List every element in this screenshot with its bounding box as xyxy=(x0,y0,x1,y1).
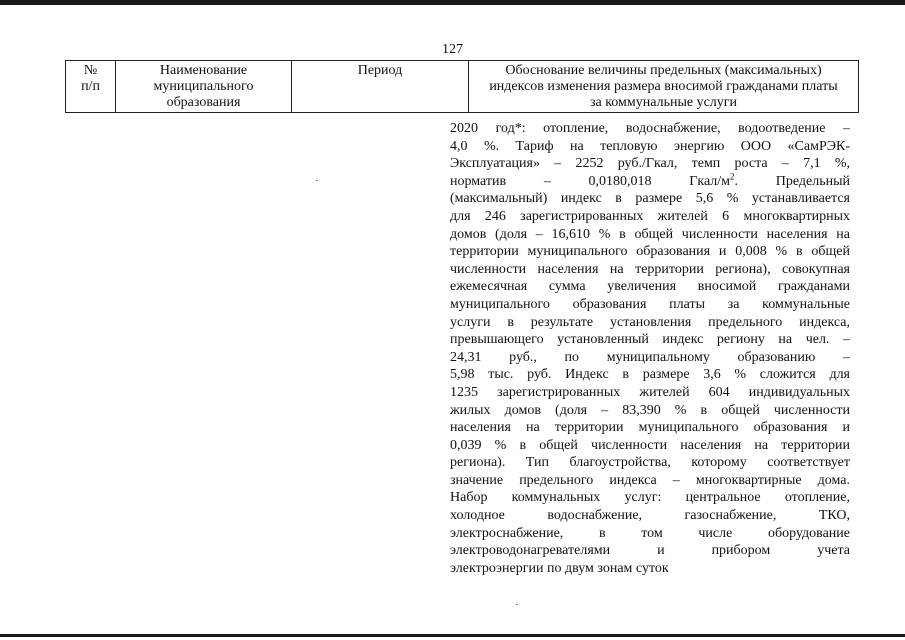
header-municipality: Наименование муниципального образования xyxy=(116,61,292,113)
bottom-border xyxy=(0,634,905,637)
table-header xyxy=(65,60,859,113)
header-num: № п/п xyxy=(66,61,116,113)
text-line: значение предельного индекса – многоквартирные дома. xyxy=(450,472,850,488)
text-line: муниципального образования платы за коммунальные xyxy=(450,296,850,312)
text-line: численности населения на территории региона), совокупная xyxy=(450,261,850,277)
text-line: для 246 зарегистрированных жителей 6 многоквартирных xyxy=(450,208,850,224)
text-line: жилых домов (доля – 83,390 % в общей численности xyxy=(450,402,850,418)
top-border xyxy=(0,0,905,5)
text-line: 5,98 тыс. руб. Индекс в размере 3,6 % сложится для xyxy=(450,367,850,383)
text-line: домов (доля – 16,610 % в общей численности населения на xyxy=(450,226,850,242)
text-line: электроводонагревателями и прибором учета xyxy=(450,543,850,559)
text-line: 2020 год*: отопление, водоснабжение, водоотведение – xyxy=(450,121,850,136)
text-line: территории муниципального образования и 0,008 % в общей xyxy=(450,244,850,260)
text-line: 1235 зарегистрированных жителей 604 индивидуальных xyxy=(450,384,850,400)
text-line: электроэнергии по двум зонам суток xyxy=(450,560,669,576)
text-line: Набор коммунальных услуг: центральное отопление, xyxy=(450,490,850,506)
text-line: 4,0 %. Тариф на тепловую энергию ООО «СамРЭК- xyxy=(450,138,850,154)
text-line: услуги в результате установления предельного индекса, xyxy=(450,314,850,330)
text-line: электроснабжение, в том числе оборудование xyxy=(450,525,850,541)
text-line: региона). Тип благоустройства, которому соответствует xyxy=(450,455,850,471)
justification-text xyxy=(450,120,850,577)
header-period: Период xyxy=(292,61,469,113)
page-number: 127 xyxy=(442,42,463,57)
text-line: 24,31 руб., по муниципальному образованию – xyxy=(450,349,850,365)
text-line: превышающего установленный индекс регионy на чел. – xyxy=(450,332,850,348)
text-line: населения на территории муниципального образования и xyxy=(450,420,850,436)
text-line-with-superscript: норматив – 0,0180,018 Гкал/$м^2$. Предельный xyxy=(450,172,850,189)
text-line: холодное водоснабжение, газоснабжение, ТКО, xyxy=(450,508,850,524)
scan-speck xyxy=(316,180,318,181)
text-line: Эксплуатация» – 2252 руб./Гкал, темп роста – 7,1 %, xyxy=(450,156,850,172)
text-line: (максимальный) индекс в размере 5,6 % устанавливается xyxy=(450,191,850,207)
text-line: 0,039 % в общей численности населения на территории xyxy=(450,437,850,453)
text-line: ежемесячная сумма увеличения вносимой гражданами xyxy=(450,279,850,295)
scan-speck xyxy=(516,604,518,605)
header-justification: Обоснование величины предельных (максимальных) индексов изменения размера вносимой гражданами платы за коммунальные услуги xyxy=(469,61,859,113)
